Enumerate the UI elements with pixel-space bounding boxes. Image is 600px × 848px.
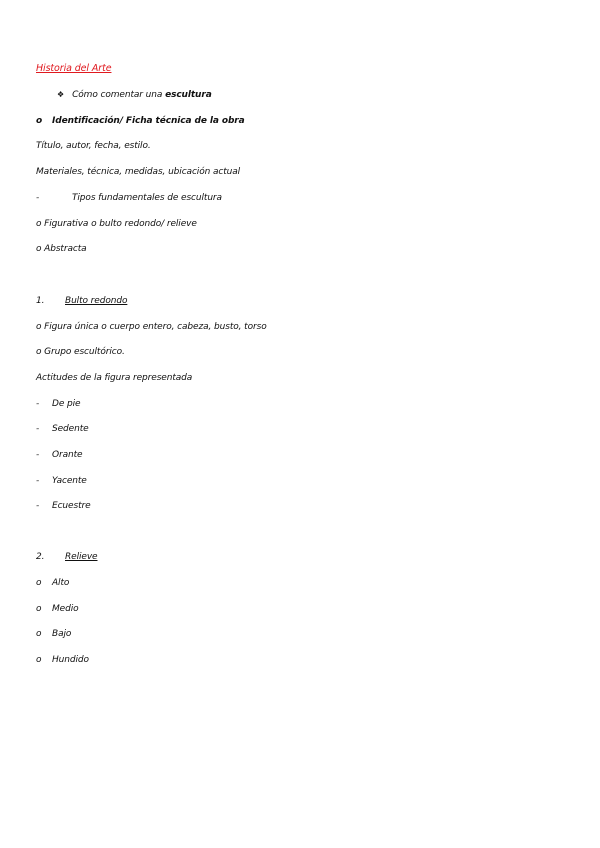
line-materials: Materiales, técnica, medidas, ubicación actual	[36, 167, 241, 177]
dash-marker: -	[36, 399, 40, 409]
section-identification	[36, 115, 245, 127]
section-id-marker: o	[36, 116, 43, 126]
section-2-number: 2.	[36, 552, 45, 562]
actitudes-line: Actitudes de la figura representada	[36, 373, 193, 383]
relief-item	[36, 577, 69, 589]
s1-line-a: o Figura única o cuerpo entero, cabeza, busto, torso	[36, 322, 267, 332]
o-marker: o	[36, 604, 42, 614]
types-heading	[36, 192, 222, 204]
o-marker: o	[36, 629, 42, 639]
relief-label: Alto	[52, 578, 70, 588]
types-label: Tipos fundamentales de escultura	[72, 193, 222, 203]
doc-title: Historia del Arte	[36, 63, 112, 74]
posture-label: Ecuestre	[52, 501, 91, 511]
dash-marker: -	[36, 450, 40, 460]
posture-label: Sedente	[52, 424, 89, 434]
section-1-heading	[36, 295, 127, 307]
posture-item	[36, 475, 87, 487]
dash-marker: -	[36, 501, 40, 511]
relief-item	[36, 654, 89, 666]
howto-bold: escultura	[165, 90, 212, 100]
relief-item	[36, 603, 79, 615]
section-1-title: Bulto redondo	[65, 296, 128, 306]
diamond-bullet-icon: ❖	[57, 90, 65, 99]
posture-item	[36, 423, 89, 435]
section-id-label: Identificación/ Ficha técnica de la obra	[52, 116, 245, 126]
relief-label: Medio	[52, 604, 79, 614]
relief-item	[36, 628, 71, 640]
section-2-title: Relieve	[65, 552, 98, 562]
posture-item	[36, 500, 91, 512]
posture-label: Yacente	[52, 476, 87, 486]
dash-marker: -	[36, 476, 40, 486]
line-abstracta: o Abstracta	[36, 244, 87, 254]
posture-item	[36, 449, 82, 461]
o-marker: o	[36, 655, 42, 665]
relief-label: Hundido	[52, 655, 89, 665]
relief-label: Bajo	[52, 629, 72, 639]
line-meta: Título, autor, fecha, estilo.	[36, 141, 151, 151]
howto-heading	[57, 89, 212, 101]
line-figurativa: o Figurativa o bulto redondo/ relieve	[36, 219, 197, 229]
types-marker: -	[36, 193, 40, 203]
dash-marker: -	[36, 424, 40, 434]
s1-line-b: o Grupo escultórico.	[36, 347, 125, 357]
section-1-number: 1.	[36, 296, 45, 306]
posture-label: De pie	[52, 399, 81, 409]
section-2-heading	[36, 551, 98, 563]
posture-item	[36, 398, 80, 410]
posture-label: Orante	[52, 450, 83, 460]
howto-prefix: Cómo comentar una	[72, 90, 166, 100]
o-marker: o	[36, 578, 42, 588]
